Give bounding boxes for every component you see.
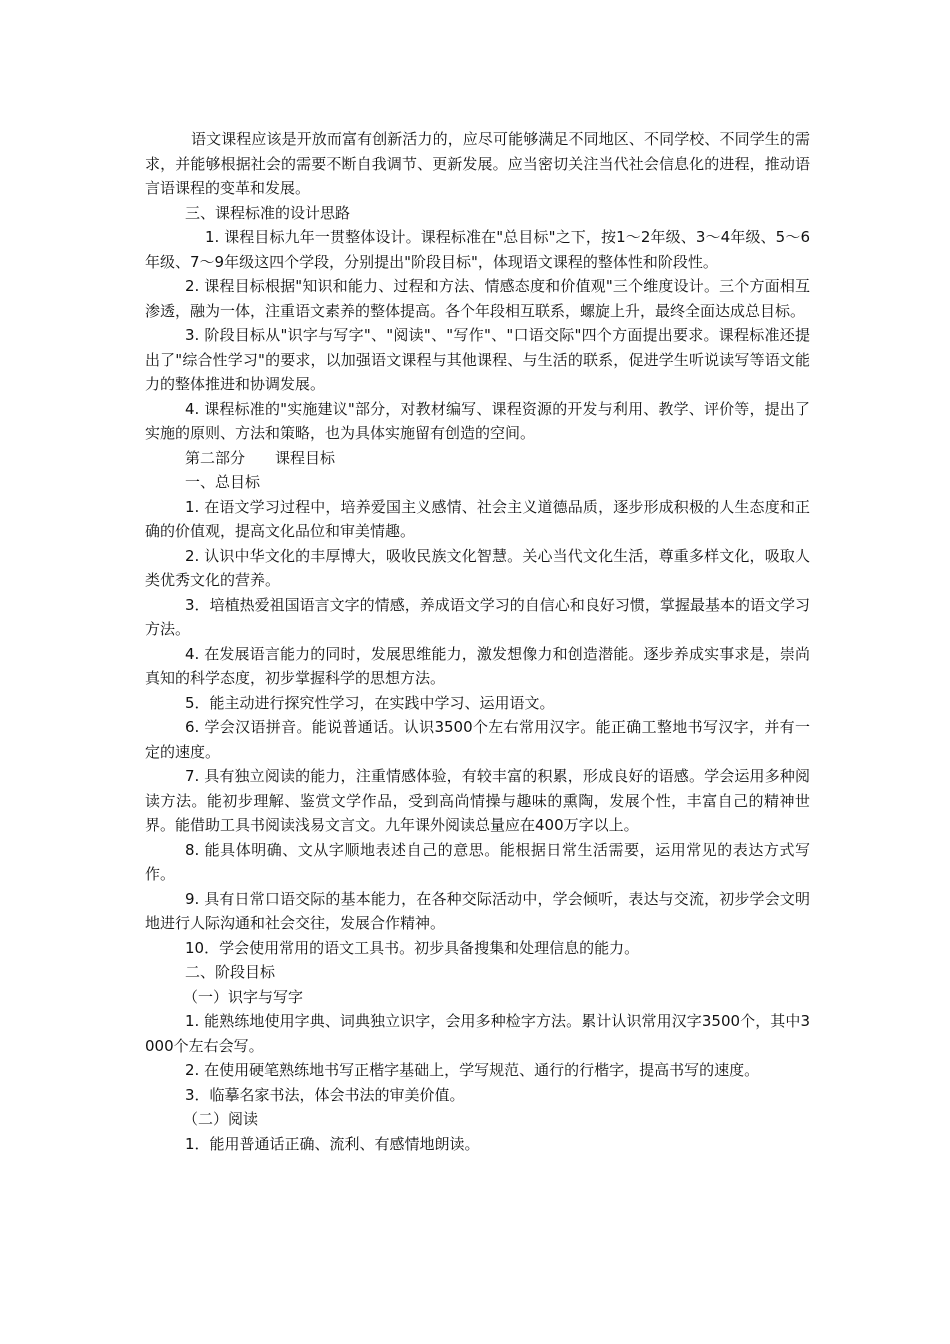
body-paragraph: 1. 在语文学习过程中，培养爱国主义感情、社会主义道德品质，逐步形成积极的人生态度和正确的价值观，提高文化品位和审美情趣。 — [145, 497, 810, 540]
section-heading: 第二部分 课程目标 — [185, 448, 336, 467]
subsection-heading: （二）阅读 — [183, 1110, 259, 1128]
body-paragraph: 4. 课程标准的"实施建议"部分，对教材编写、课程资源的开发与利用、教学、评价等，提出了实施的原则、方法和策略，也为具体实施留有创造的空间。 — [145, 399, 810, 442]
body-paragraph: 3．临摹名家书法，体会书法的审美价值。 — [185, 1085, 465, 1104]
section-heading: 一、总目标 — [185, 473, 261, 491]
body-paragraph: 2. 在使用硬笔熟练地书写正楷字基础上，学写规范、通行的行楷字，提高书写的速度。 — [185, 1061, 760, 1079]
body-paragraph: 10．学会使用常用的语文工具书。初步具备搜集和处理信息的能力。 — [185, 938, 640, 957]
body-paragraph: 1. 能熟练地使用字典、词典独立识字，会用多种检字方法。累计认识常用汉字3500个，其中3000个左右会写。 — [145, 1012, 810, 1055]
body-paragraph: 7. 具有独立阅读的能力，注重情感体验，有较丰富的积累，形成良好的语感。学会运用多种阅读方法。能初步理解、鉴赏文学作品，受到高尚情操与趣味的熏陶，发展个性，丰富自己的精神世界。能借助工具书阅读浅易文言文。九年课外阅读总量应在400万字以上。 — [145, 767, 810, 834]
section-heading: 三、课程标准的设计思路 — [185, 203, 351, 222]
document-body — [145, 127, 810, 1156]
subsection-heading: （一）识字与写字 — [183, 987, 304, 1006]
body-paragraph: 9. 具有日常口语交际的基本能力，在各种交际活动中，学会倾听，表达与交流，初步学会文明地进行人际沟通和社会交往，发展合作精神。 — [145, 889, 810, 932]
body-paragraph: 3. 阶段目标从"识字与写字"、"阅读"、"写作"、"口语交际"四个方面提出要求。课程标准还提出了"综合性学习"的要求，以加强语文课程与其他课程、与生活的联系，促进学生听说读写等语文能力的整体推进和协调发展。 — [145, 326, 810, 393]
body-paragraph: 3．培植热爱祖国语言文字的情感，养成语文学习的自信心和良好习惯，掌握最基本的语文学习方法。 — [145, 595, 810, 638]
body-paragraph: 4. 在发展语言能力的同时，发展思维能力，激发想像力和创造潜能。逐步养成实事求是，崇尚真知的科学态度，初步掌握科学的思想方法。 — [145, 644, 810, 687]
body-paragraph: 8. 能具体明确、文从字顺地表述自己的意思。能根据日常生活需要，运用常见的表达方式写作。 — [145, 840, 810, 883]
body-paragraph: 语文课程应该是开放而富有创新活力的，应尽可能够满足不同地区、不同学校、不同学生的需求，并能够根据社会的需要不断自我调节、更新发展。应当密切关注当代社会信息化的进程，推动语言语课程的变革和发展。 — [145, 130, 810, 197]
body-paragraph: 1. 课程目标九年一贯整体设计。课程标准在"总目标"之下，按1～2年级、3～4年级、5～6年级、7～9年级这四个学段，分别提出"阶段目标"，体现语文课程的整体性和阶段性。 — [145, 228, 810, 271]
section-heading: 二、阶段目标 — [185, 963, 276, 981]
body-paragraph: 1．能用普通话正确、流利、有感情地朗读。 — [185, 1134, 480, 1153]
body-paragraph: 5．能主动进行探究性学习，在实践中学习、运用语文。 — [185, 693, 555, 712]
body-paragraph: 2. 认识中华文化的丰厚博大，吸收民族文化智慧。关心当代文化生活，尊重多样文化，吸取人类优秀文化的营养。 — [145, 546, 810, 589]
body-paragraph: 6. 学会汉语拼音。能说普通话。认识3500个左右常用汉字。能正确工整地书写汉字，并有一定的速度。 — [145, 718, 810, 761]
body-paragraph: 2. 课程目标根据"知识和能力、过程和方法、情感态度和价值观"三个维度设计。三个方面相互渗透，融为一体，注重语文素养的整体提高。各个年段相互联系，螺旋上升，最终全面达成总目标。 — [145, 277, 810, 320]
